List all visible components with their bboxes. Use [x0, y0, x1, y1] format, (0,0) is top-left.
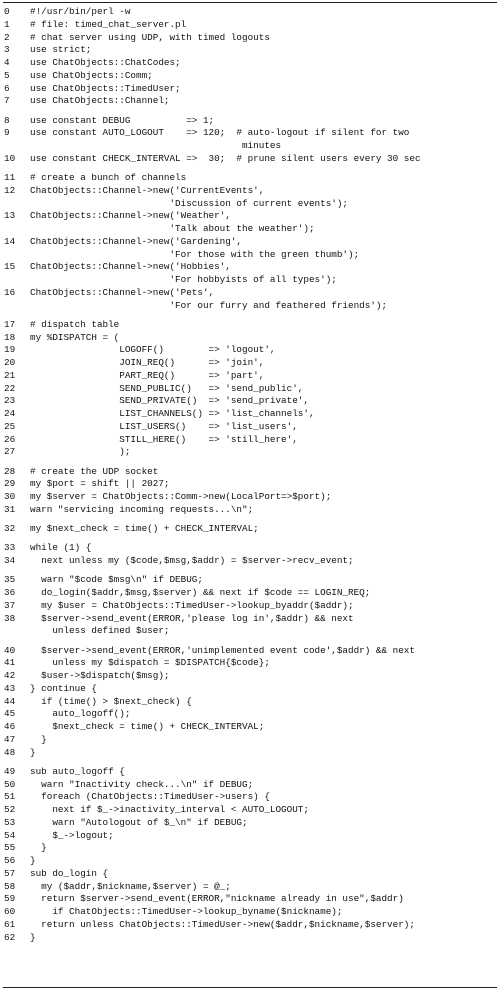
line-number: 48	[4, 746, 16, 758]
line-code: );	[30, 446, 131, 458]
code-line	[4, 645, 498, 658]
line-number: 23	[4, 395, 16, 407]
line-code: my ($addr,$nickname,$server) = @_;	[30, 880, 231, 892]
code-line	[4, 932, 498, 945]
code-line	[4, 542, 498, 555]
code-line	[4, 804, 498, 817]
line-code: sub auto_logoff {	[30, 765, 125, 777]
line-number: 31	[4, 503, 16, 515]
line-code: use ChatObjects::TimedUser;	[30, 82, 181, 94]
code-line	[4, 57, 498, 70]
line-number: 13	[4, 210, 16, 222]
line-code: }	[30, 842, 47, 854]
code-line	[4, 319, 498, 332]
code-line	[4, 383, 498, 396]
line-number	[4, 140, 30, 153]
code-line	[4, 555, 498, 568]
line-number: 2	[4, 31, 10, 43]
line-number: 27	[4, 446, 16, 458]
line-number: 57	[4, 867, 16, 879]
line-number: 50	[4, 778, 16, 790]
line-number: 25	[4, 420, 16, 432]
code-line	[4, 210, 498, 223]
line-code: use ChatObjects::Comm;	[30, 69, 153, 81]
line-number: 6	[4, 82, 10, 94]
line-code: LIST_CHANNELS() => 'list_channels',	[30, 408, 315, 419]
line-number: 12	[4, 184, 16, 196]
code-line	[4, 670, 498, 683]
line-code: ChatObjects::Channel->new('Weather',	[30, 210, 231, 222]
line-number: 53	[4, 816, 16, 828]
line-code: my %DISPATCH = (	[30, 331, 120, 343]
line-code: 'For those with the green thumb');	[30, 248, 360, 260]
line-number: 29	[4, 478, 16, 490]
line-number: 18	[4, 331, 16, 343]
line-number: 20	[4, 357, 16, 368]
line-number: 56	[4, 855, 16, 866]
line-code: ChatObjects::Channel->new('Hobbies',	[30, 261, 231, 273]
line-number: 28	[4, 465, 16, 477]
line-code: PART_REQ() => 'part',	[30, 369, 265, 381]
code-line	[4, 83, 498, 96]
code-line	[4, 127, 498, 140]
line-code: unless my $dispatch = $DISPATCH{$code};	[30, 657, 270, 669]
line-code: warn "$code $msg\n" if DEBUG;	[30, 574, 203, 586]
line-number: 19	[4, 344, 16, 356]
line-code: $server->send_event(ERROR,'unimplemented event code',$addr) && next	[30, 644, 415, 656]
line-number: 21	[4, 369, 16, 381]
code-line	[4, 747, 498, 760]
line-code: SEND_PUBLIC() => 'send_public',	[30, 382, 304, 394]
code-line	[4, 893, 498, 906]
code-line	[4, 830, 498, 843]
code-line	[4, 478, 498, 491]
line-code: 'For our furry and feathered friends');	[30, 299, 388, 311]
code-line	[4, 185, 498, 198]
line-code: warn "Autologout of $_\n" if DEBUG;	[30, 816, 248, 828]
line-number: 16	[4, 286, 16, 298]
line-number: 5	[4, 69, 10, 81]
line-code: my $next_check = time() + CHECK_INTERVAL;	[30, 523, 259, 534]
line-code: $_->logout;	[30, 829, 114, 841]
line-code: 'Talk about the weather');	[30, 223, 315, 234]
line-code: #!/usr/bin/perl -w	[30, 6, 131, 17]
line-number: 35	[4, 574, 16, 586]
code-line	[4, 421, 498, 434]
line-code: warn "Inactivity check...\n" if DEBUG;	[30, 778, 254, 790]
line-number: 38	[4, 612, 16, 624]
line-number: 34	[4, 555, 16, 566]
line-code: do_login($addr,$msg,$server) && next if $code == LOGIN_REQ;	[30, 587, 371, 598]
code-line	[4, 587, 498, 600]
code-line	[4, 95, 498, 108]
code-line	[4, 395, 498, 408]
line-number: 40	[4, 644, 16, 656]
code-line	[4, 574, 498, 587]
line-number: 4	[4, 57, 10, 68]
code-line	[4, 657, 498, 670]
line-code: while (1) {	[30, 542, 92, 554]
line-number: 51	[4, 791, 16, 803]
line-code: use constant DEBUG => 1;	[30, 114, 215, 126]
code-line	[4, 491, 498, 504]
line-number: 62	[4, 931, 16, 943]
code-line	[4, 261, 498, 274]
line-code: ChatObjects::Channel->new('Pets',	[30, 286, 215, 298]
line-code: } continue {	[30, 682, 97, 694]
code-line	[4, 779, 498, 792]
line-code: use strict;	[30, 44, 92, 56]
line-code: minutes	[30, 140, 282, 151]
line-number: 15	[4, 261, 16, 273]
code-line	[4, 300, 498, 313]
line-code: use constant CHECK_INTERVAL => 30; # prune silent users every 30 sec	[30, 152, 421, 164]
line-number: 61	[4, 918, 16, 930]
code-line	[4, 115, 498, 128]
line-code: # create the UDP socket	[30, 465, 159, 477]
line-number: 32	[4, 523, 16, 534]
code-line	[4, 817, 498, 830]
line-code: foreach (ChatObjects::TimedUser->users) {	[30, 791, 270, 803]
line-code: $next_check = time() + CHECK_INTERVAL;	[30, 721, 265, 732]
line-number: 17	[4, 318, 16, 330]
code-line	[4, 881, 498, 894]
code-line	[4, 19, 498, 32]
line-number: 42	[4, 670, 16, 681]
code-line	[4, 696, 498, 709]
code-line	[4, 287, 498, 300]
line-number	[4, 300, 30, 313]
line-code: use ChatObjects::Channel;	[30, 95, 170, 107]
line-number	[4, 198, 30, 211]
line-code: my $user = ChatObjects::TimedUser->lookup_byaddr($addr);	[30, 599, 354, 611]
line-code: }	[30, 733, 47, 745]
code-line	[4, 198, 498, 211]
line-code: if (time() > $next_check) {	[30, 695, 192, 707]
code-line	[4, 153, 498, 166]
line-code: my $port = shift || 2027;	[30, 478, 170, 490]
code-line	[4, 32, 498, 45]
line-code: use constant AUTO_LOGOUT => 120; # auto-logout if silent for two	[30, 127, 410, 139]
code-line	[4, 504, 498, 517]
top-rule	[3, 2, 497, 3]
line-code: # dispatch table	[30, 318, 120, 330]
code-line	[4, 70, 498, 83]
code-line	[4, 274, 498, 287]
line-number	[4, 249, 30, 262]
line-code: warn "servicing incoming requests...\n";	[30, 503, 254, 515]
code-line	[4, 466, 498, 479]
line-number	[4, 625, 30, 638]
line-code: # file: timed_chat_server.pl	[30, 18, 187, 30]
line-number: 55	[4, 842, 16, 854]
line-number: 41	[4, 657, 16, 669]
code-line	[4, 370, 498, 383]
line-number: 26	[4, 433, 16, 445]
line-code: }	[30, 746, 36, 758]
line-code: $user->$dispatch($msg);	[30, 670, 170, 681]
line-number: 54	[4, 829, 16, 841]
code-line	[4, 44, 498, 57]
line-number: 14	[4, 235, 16, 247]
line-number: 11	[4, 172, 16, 183]
code-line	[4, 344, 498, 357]
line-code: # chat server using UDP, with timed logouts	[30, 31, 270, 43]
code-line	[4, 523, 498, 536]
code-line	[4, 332, 498, 345]
line-number: 58	[4, 880, 16, 892]
line-number: 33	[4, 542, 16, 554]
line-code: next if $_->inactivity_interval < AUTO_LOGOUT;	[30, 804, 309, 815]
line-code: $server->send_event(ERROR,'please log in',$addr) && next	[30, 612, 354, 624]
line-number: 30	[4, 491, 16, 502]
line-code: auto_logoff();	[30, 708, 131, 720]
code-line	[4, 6, 498, 19]
line-number: 47	[4, 733, 16, 745]
code-line	[4, 236, 498, 249]
code-line	[4, 791, 498, 804]
code-line	[4, 446, 498, 459]
line-code: unless defined $user;	[30, 625, 170, 637]
code-line	[4, 906, 498, 919]
code-line	[4, 408, 498, 421]
line-code: }	[30, 855, 36, 866]
line-code: LIST_USERS() => 'list_users',	[30, 420, 298, 432]
line-number: 46	[4, 721, 16, 732]
line-number: 7	[4, 95, 10, 107]
line-number: 43	[4, 682, 16, 694]
line-number	[4, 274, 30, 287]
code-line	[4, 919, 498, 932]
line-number: 9	[4, 127, 10, 139]
line-code: }	[30, 931, 36, 943]
code-line	[4, 172, 498, 185]
line-number: 24	[4, 408, 16, 419]
line-code: ChatObjects::Channel->new('Gardening',	[30, 235, 243, 247]
code-line	[4, 721, 498, 734]
line-code: my $server = ChatObjects::Comm->new(LocalPort=>$port);	[30, 491, 332, 502]
line-code: 'Discussion of current events');	[30, 197, 349, 209]
code-line	[4, 249, 498, 262]
code-line	[4, 223, 498, 236]
line-code: SEND_PRIVATE() => 'send_private',	[30, 395, 309, 407]
line-number: 52	[4, 804, 16, 815]
line-number: 3	[4, 44, 10, 56]
bottom-rule	[3, 987, 497, 988]
code-line	[4, 766, 498, 779]
code-listing	[4, 6, 498, 944]
code-line	[4, 625, 498, 638]
line-number: 59	[4, 893, 16, 905]
line-code: ChatObjects::Channel->new('CurrentEvents',	[30, 184, 265, 196]
line-code: next unless my ($code,$msg,$addr) = $server->recv_event;	[30, 555, 354, 566]
line-number: 45	[4, 708, 16, 720]
line-number: 60	[4, 906, 16, 917]
code-line	[4, 613, 498, 626]
line-code: JOIN_REQ() => 'join',	[30, 357, 265, 368]
line-number: 8	[4, 114, 10, 126]
line-code: use ChatObjects::ChatCodes;	[30, 57, 181, 68]
line-number	[4, 223, 30, 236]
code-line	[4, 600, 498, 613]
line-code: if ChatObjects::TimedUser->lookup_byname($nickname);	[30, 906, 343, 917]
code-line	[4, 434, 498, 447]
line-code: # create a bunch of channels	[30, 172, 187, 183]
line-code: 'For hobbyists of all types');	[30, 274, 337, 285]
line-number: 37	[4, 599, 16, 611]
line-number: 22	[4, 382, 16, 394]
line-code: return unless ChatObjects::TimedUser->new($addr,$nickname,$server);	[30, 918, 415, 930]
code-line	[4, 140, 498, 153]
code-line	[4, 708, 498, 721]
line-number: 44	[4, 695, 16, 707]
line-code: STILL_HERE() => 'still_here',	[30, 433, 298, 445]
line-number: 0	[4, 6, 10, 17]
line-number: 10	[4, 152, 16, 164]
line-code: sub do_login {	[30, 867, 109, 879]
code-line	[4, 683, 498, 696]
code-line	[4, 868, 498, 881]
line-code: LOGOFF() => 'logout',	[30, 344, 276, 356]
line-number: 49	[4, 765, 16, 777]
line-number: 36	[4, 587, 16, 598]
line-number: 1	[4, 18, 10, 30]
line-code: return $server->send_event(ERROR,"nickname already in use",$addr)	[30, 893, 404, 905]
code-line	[4, 855, 498, 868]
code-line	[4, 734, 498, 747]
code-line	[4, 357, 498, 370]
code-line	[4, 842, 498, 855]
